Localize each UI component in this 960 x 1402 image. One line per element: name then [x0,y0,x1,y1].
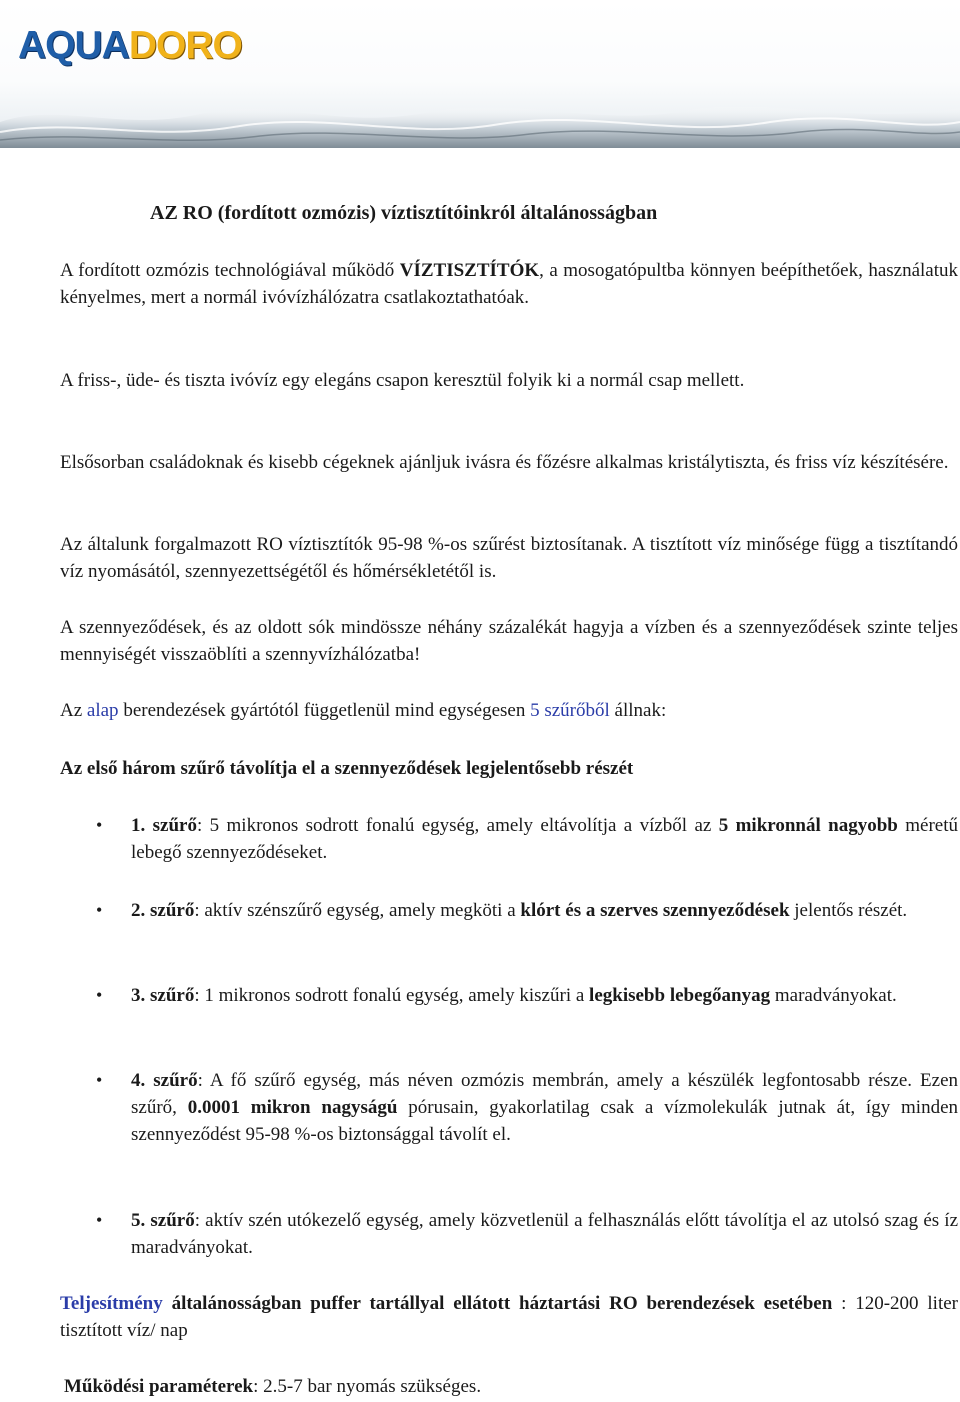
header-banner [0,0,960,148]
filter-1-text: 1. szűrő: 5 mikronos sodrott fonalú egység, amely eltávolítja a vízből az 5 mikronnál nagyobb méretű lebegő szennyeződéseket. [131,815,958,863]
intro-paragraph-6: Az alap berendezések gyártótól függetlenül mind egységesen 5 szűrőből állnak: [60,700,667,721]
operating-parameters: Működési paraméterek: 2.5-7 bar nyomás szükséges. [64,1376,482,1397]
bullet: • [96,985,103,1005]
bullet: • [96,815,103,835]
filter-5-text: 5. szűrő: aktív szén utókezelő egység, amely közvetlenül a felhasználás előtt távolítja el az utolsó szag és íz maradványokat. [131,1210,958,1258]
page-title: AZ RO (fordított ozmózis) víztisztítóinkról általánosságban [150,202,658,224]
intro-paragraph-3: Elsősorban családoknak és kisebb cégeknek ajánljuk ivásra és főzésre alkalmas kristálytiszta, és friss víz készítésére. [60,452,949,473]
filter-count-highlight: 5 szűrőből [530,700,610,721]
intro-paragraph-5: A szennyeződések, és az oldott sók mindössze néhány százalékát hagyja a vízben és a szennyeződések szinte teljes mennyiségét visszaöblíti a szennyvízhálózatba! [60,617,958,665]
alap-highlight: alap [86,700,119,721]
logo-doro: DORO [128,24,242,67]
bullet: • [96,1210,103,1230]
operating-label: Működési paraméterek [64,1376,254,1397]
filter-2-text: 2. szűrő: aktív szénszűrő egység, amely megköti a klórt és a szerves szennyeződések jelentős részét. [131,900,908,921]
logo-aqua: AQUA [18,24,129,67]
bullet: • [96,900,103,920]
section-heading: Az első három szűrő távolítja el a szennyeződések legjelentősebb részét [60,758,634,779]
performance-paragraph: Teljesítmény általánosságban puffer tartállyal ellátott háztartási RO berendezések esetében : 120-200 liter tisztított víz/ nap [60,1293,958,1341]
intro-paragraph-4: Az általunk forgalmazott RO víztisztítók 95-98 %-os szűrést biztosítanak. A tisztított víz minősége függ a tisztítandó víz nyomásától, szennyezettségétől és hőmérsékletétől is. [60,534,958,582]
performance-label: Teljesítmény [60,1293,163,1314]
intro-paragraph-1: A fordított ozmózis technológiával működő VÍZTISZTÍTÓK, a mosogatópultba könnyen beépíthetőek, használatuk kényelmes, mert a normál ivóvízhálózatra csatlakoztathatóak. [60,260,959,308]
filter-3-text: 3. szűrő: 1 mikronos sodrott fonalú egység, amely kiszűri a legkisebb lebegőanyag maradványokat. [131,985,897,1006]
water-splash-image [0,92,960,148]
intro-paragraph-2: A friss-, üde- és tiszta ivóvíz egy elegáns csapon keresztül folyik ki a normál csap mellett. [60,370,745,391]
bullet: • [96,1070,103,1090]
aquadoro-logo [18,26,242,65]
filter-4-text: 4. szűrő: A fő szűrő egység, más néven ozmózis membrán, amely a készülék legfontosabb része. Ezen szűrő, 0.0001 mikron nagyságú pórusain, gyakorlatilag csak a vízmolekulák jutnak át, így minden szennyeződést 95-98 %-os biztonsággal távolít el. [131,1070,959,1145]
